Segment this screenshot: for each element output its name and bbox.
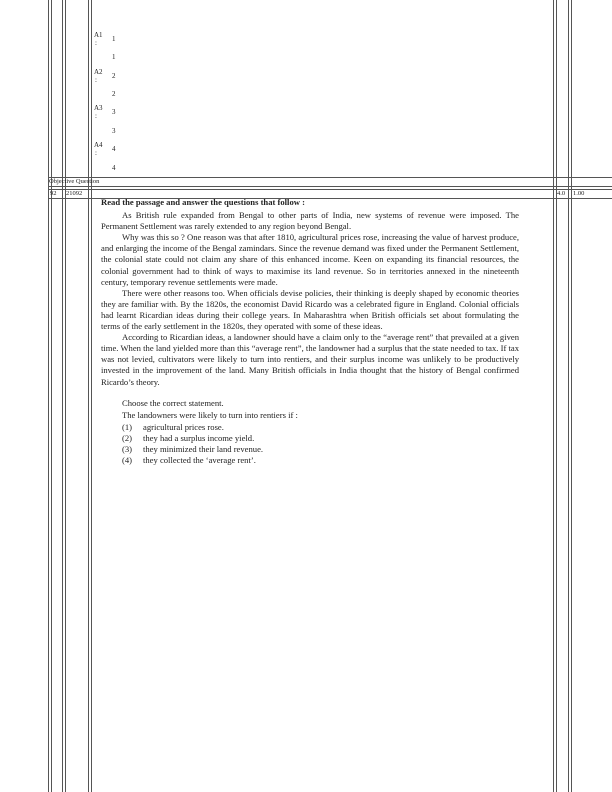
question-block [101, 398, 519, 467]
passage-paragraph: According to Ricardian ideas, a landowner should have a claim only to the “average rent” that prevailed at a given time. When the land yielded more than this “average rent”, the landowner had a surplus that the state needed to tax. If tax was not levied, cultivators were likely to turn into rentiers, and their surplus income was unlikely to be productively invested in the improvement of the land. Many British officials in India thought that the history of Bengal confirmed Ricardo’s theory. [101, 332, 519, 387]
option-text: they had a surplus income yield. [143, 432, 255, 443]
answer-key-number: 1 [112, 35, 116, 43]
option-text: agricultural prices rose. [143, 421, 224, 432]
answer-key-label: A4 [94, 141, 103, 149]
option-number: (2) [122, 432, 133, 443]
option-text: they collected the ‘average rent’. [143, 455, 256, 466]
question-instruction: Choose the correct statement. [122, 397, 224, 408]
question-marks: 4.0 [557, 190, 566, 197]
table-border-content [553, 0, 554, 792]
table-border-marks [568, 0, 569, 792]
passage-paragraph: There were other reasons too. When officials devise policies, their thinking is deeply shaped by economic theories they are familiar with. By the 1820s, the economist David Ricardo was a celebrated figure in England. Colonial officials had learnt Ricardian ideas during their college years. In Maharashtra when British officials set about formulating the terms of the early settlement in the 1820s, they operated with some of these ideas. [101, 287, 519, 332]
option-number: (4) [122, 455, 133, 466]
passage-heading: Read the passage and answer the questions that follow : [101, 197, 305, 207]
answer-key-value: 4 [112, 164, 116, 172]
answer-key-colon: : [95, 149, 97, 157]
option-item [122, 444, 519, 455]
option-number: (3) [122, 443, 133, 454]
answer-key-label: A3 [94, 104, 103, 112]
answer-key-colon: : [95, 112, 97, 120]
question-negative-marks: 1.00 [573, 190, 585, 197]
table-border-id-inner [91, 0, 92, 792]
table-border-marks-inner [571, 0, 572, 792]
section-row-bottom-border [48, 186, 612, 187]
answer-key-label: A2 [94, 68, 103, 76]
option-text: they minimized their land revenue. [143, 443, 264, 454]
table-border-id [88, 0, 89, 792]
option-number: (1) [122, 421, 133, 432]
answer-key-number: 4 [112, 145, 116, 153]
answer-key-number: 3 [112, 108, 116, 116]
answer-key-value: 3 [112, 127, 116, 135]
table-border-srno-inner [65, 0, 66, 792]
answer-key-label: A1 [94, 31, 103, 39]
answer-key-value: 1 [112, 53, 116, 61]
passage-paragraph: Why was this so ? One reason was that after 1810, agricultural prices rose, increasing the value of harvest produce, and enlarging the income of the Bengal zamindars. Since the revenue demand was fixed under the Permanent Settlement, the colonial state could not claim any share of this enhanced income. Keen on expanding its financial resources, the colonial government had to think of ways to maximise its land revenue. So in territories annexed in the nineteenth century, temporary revenue settlements were made. [101, 232, 519, 287]
answer-key-number: 2 [112, 72, 116, 80]
answer-key-value: 2 [112, 90, 116, 98]
section-label: Objective Question [49, 178, 100, 185]
table-border-content-inner [556, 0, 557, 792]
answer-key-colon: : [95, 76, 97, 84]
table-border-left-inner [51, 0, 52, 792]
question-content [101, 197, 519, 466]
passage-paragraph: As British rule expanded from Bengal to other parts of India, new systems of revenue were imposed. The Permanent Settlement was rarely extended to any region beyond Bengal. [101, 210, 519, 232]
question-stem: The landowners were likely to turn into rentiers if : [122, 409, 298, 420]
question-id: 21092 [66, 190, 83, 197]
option-item [122, 422, 519, 433]
table-border-srno [62, 0, 63, 792]
question-row-top-border [48, 189, 612, 190]
answer-key-colon: : [95, 39, 97, 47]
option-list [122, 422, 519, 466]
option-item [122, 455, 519, 466]
section-row-top-border [48, 177, 612, 178]
option-item [122, 433, 519, 444]
table-border-left-outer [48, 0, 49, 792]
question-sr-no: 92 [50, 190, 57, 197]
